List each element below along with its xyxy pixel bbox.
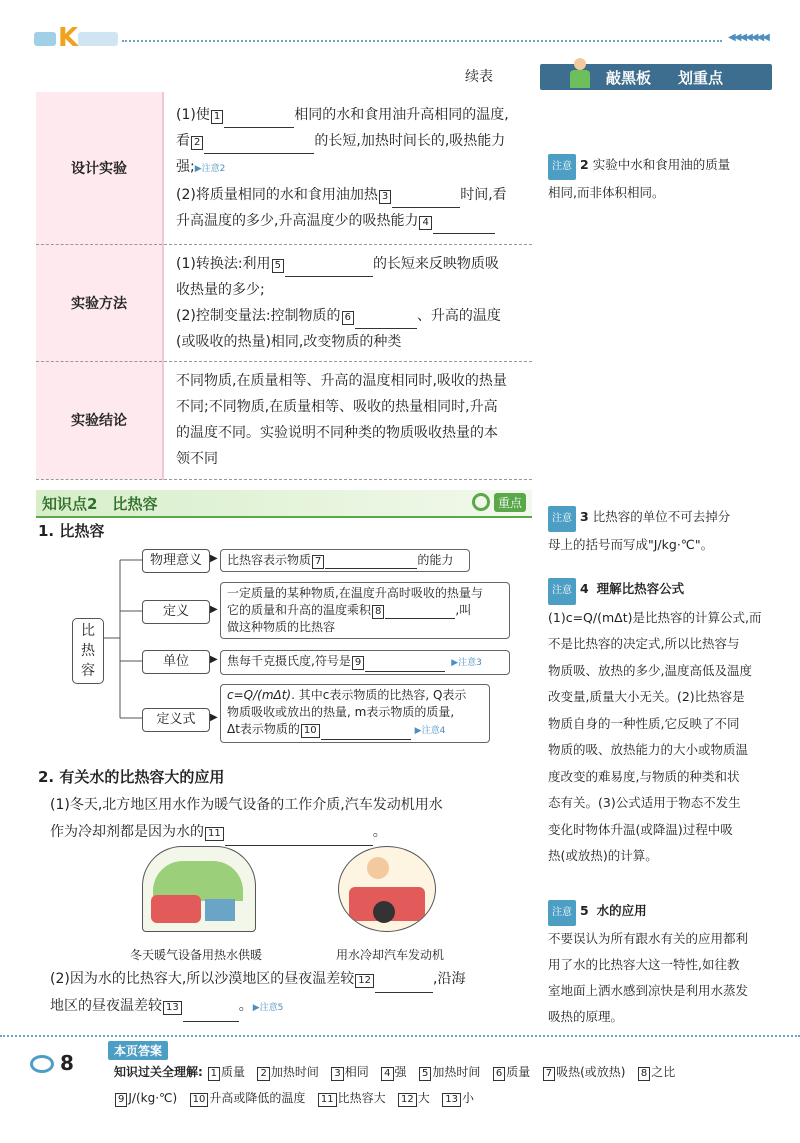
arrow-decoration-icon: ◀◀◀◀◀◀◀: [728, 32, 768, 43]
key-point-badge: 重点: [494, 493, 526, 512]
page-number: 8: [60, 1051, 74, 1075]
branch-label: 物理意义: [142, 549, 210, 573]
sidebar-note-4: 注意 4 理解比热容公式 (1)c=Q/(mΔt)是比热容的计算公式,而 不是比热容的决定式,所以比热容与 物质吸、放热的多少,温度高低及温度 改变量,质量大小无关。(2)比热容是 物质自身的一种性质,它反映了不同 物质的吸、放热能力的大小或物质温 度改变的难易度,与物质的种类和状 态有关。(3)公式适用于物态不发生 变化时物体升温(或降温)过程中吸 热(或放热)的计算。: [548, 576, 780, 870]
sidebar-note-3: 注意 3 比热容的单位不可去掉分 母上的括号而写成"J/kg·℃"。: [548, 504, 780, 558]
sidebar-title: 敲黑板: [606, 69, 652, 87]
answers-row-1: 知识过关全理解: 1 质量 2 加热时间 3 相同 4 强 5 加热时间 6 质量 7 吸热(或放热) 8 之比: [114, 1065, 676, 1079]
branch-content: 比热容表示物质 7 的能力: [220, 549, 470, 572]
formula: c=Q/(mΔt): [227, 688, 292, 702]
note-tag: 注意: [548, 154, 576, 180]
footer-divider: [0, 1035, 800, 1037]
sidebar-note-2: 注意 2 实验中水和食用油的质量 相同,而非体积相同。: [548, 152, 780, 206]
engine-illustration: [338, 846, 436, 932]
table-row: [36, 244, 532, 361]
note-ref: ▶注意2: [194, 163, 226, 174]
sidebar-title-2: 划重点: [678, 69, 724, 87]
subheading-2: 2. 有关水的比热容大的应用: [38, 768, 225, 786]
note-ref: ▶注意4: [414, 726, 446, 736]
row-content: (1)使 1 相同的水和食用油升高相同的温度, 看 2 的长短,加热时间长的,吸热能力 强;▶注意2 (2)将质量相同的水和食用油加热 3 时间,看 升高温度的多少,升高温度少的吸热能力 4: [163, 92, 532, 244]
note-ref: ▶注意3: [451, 658, 482, 668]
subheading-1: 1. 比热容: [38, 522, 105, 540]
answers-title: 本页答案: [108, 1041, 168, 1060]
blank-number: 3: [379, 190, 391, 204]
sidebar-header: [540, 64, 772, 90]
sidebar-note-5: 注意 5 水的应用 不要误认为所有跟水有关的应用都利 用了水的比热容大这一特性,如往教 室地面上洒水感到凉快是利用水蒸发 吸热的原理。: [548, 898, 780, 1030]
swirl-icon: [30, 1055, 54, 1073]
caption-2: 用水冷却汽车发动机: [336, 948, 445, 962]
continued-label: 续表: [465, 69, 493, 85]
table-row: [36, 361, 532, 479]
answer-blank: [433, 233, 495, 234]
blank-number: 5: [272, 259, 284, 273]
blank-number: 1: [211, 110, 223, 124]
page-number-badge: [30, 1051, 78, 1081]
arrow-icon: ▶: [210, 712, 218, 723]
branch-label: 单位: [142, 650, 210, 674]
branch-content: 一定质量的某种物质,在温度升高时吸收的热量与 它的质量和升高的温度乘积 8 ,叫 做这种物质的比热容: [220, 582, 510, 639]
table-row: [36, 92, 532, 244]
branch-content: c=Q/(mΔt). 其中c表示物质的比热容, Q表示 物质吸收或放出的热量, m表示物质的质量, Δt表示物质的 10 ▶注意4: [220, 684, 490, 743]
experiment-table: [36, 92, 532, 480]
row-label: 实验结论: [36, 361, 163, 479]
target-icon: [472, 493, 490, 511]
arrow-icon: ▶: [210, 654, 218, 665]
arrow-icon: ▶: [210, 604, 218, 615]
brand-logo: [34, 23, 120, 53]
branch-label: 定义式: [142, 708, 210, 732]
top-dotted-rule: [122, 40, 722, 42]
row-label: 实验方法: [36, 244, 163, 361]
teacher-icon: [566, 58, 596, 90]
paragraph-1: (1)冬天,北方地区用水作为暖气设备的工作介质,汽车发动机用水 作为冷却剂都是因为水的 11 。: [50, 792, 530, 846]
blank-number: 2: [191, 136, 203, 150]
row-label: 设计实验: [36, 92, 163, 244]
blank-number: 4: [419, 216, 431, 230]
arrow-icon: ▶: [210, 553, 218, 564]
note-tag: 注意: [548, 578, 576, 605]
branch-label: 定义: [142, 600, 210, 624]
note-ref: ▶注意5: [252, 1003, 284, 1013]
note-tag: 注意: [548, 900, 576, 926]
answers-row-2: 9 J/(kg·℃) 10 升高或降低的温度 11 比热容大 12 大 13 小: [114, 1089, 794, 1107]
section-heading: [36, 490, 532, 518]
answers-footer: [0, 1035, 800, 1143]
section-title: 知识点2 比热容: [42, 495, 158, 513]
answer-blank: [285, 276, 373, 277]
center-label: 比热容: [72, 618, 104, 684]
caption-1: 冬天暖气设备用热水供暖: [130, 948, 263, 962]
heating-illustration: [142, 846, 256, 932]
row-content: (1)转换法:利用 5 的长短来反映物质吸 收热量的多少; (2)控制变量法:控制物质的 6 、升高的温度 (或吸收的热量)相同,改变物质的种类: [163, 244, 532, 361]
branch-content: 焦每千克摄氏度,符号是 9 ▶注意3: [220, 650, 510, 675]
logo-k: K: [58, 23, 79, 53]
blank-number: 6: [342, 311, 354, 325]
note-tag: 注意: [548, 506, 576, 532]
row-content: 不同物质,在质量相等、升高的温度相同时,吸收的热量 不同;不同物质,在质量相等、吸收的热量相同时,升高 的温度不同。实验说明不同种类的物质吸收热量的本 领不同: [163, 361, 532, 479]
paragraph-2: (2)因为水的比热容大,所以沙漠地区的昼夜温差较 12 ,沿海 地区的昼夜温差较 13 。▶注意5: [50, 966, 540, 1022]
